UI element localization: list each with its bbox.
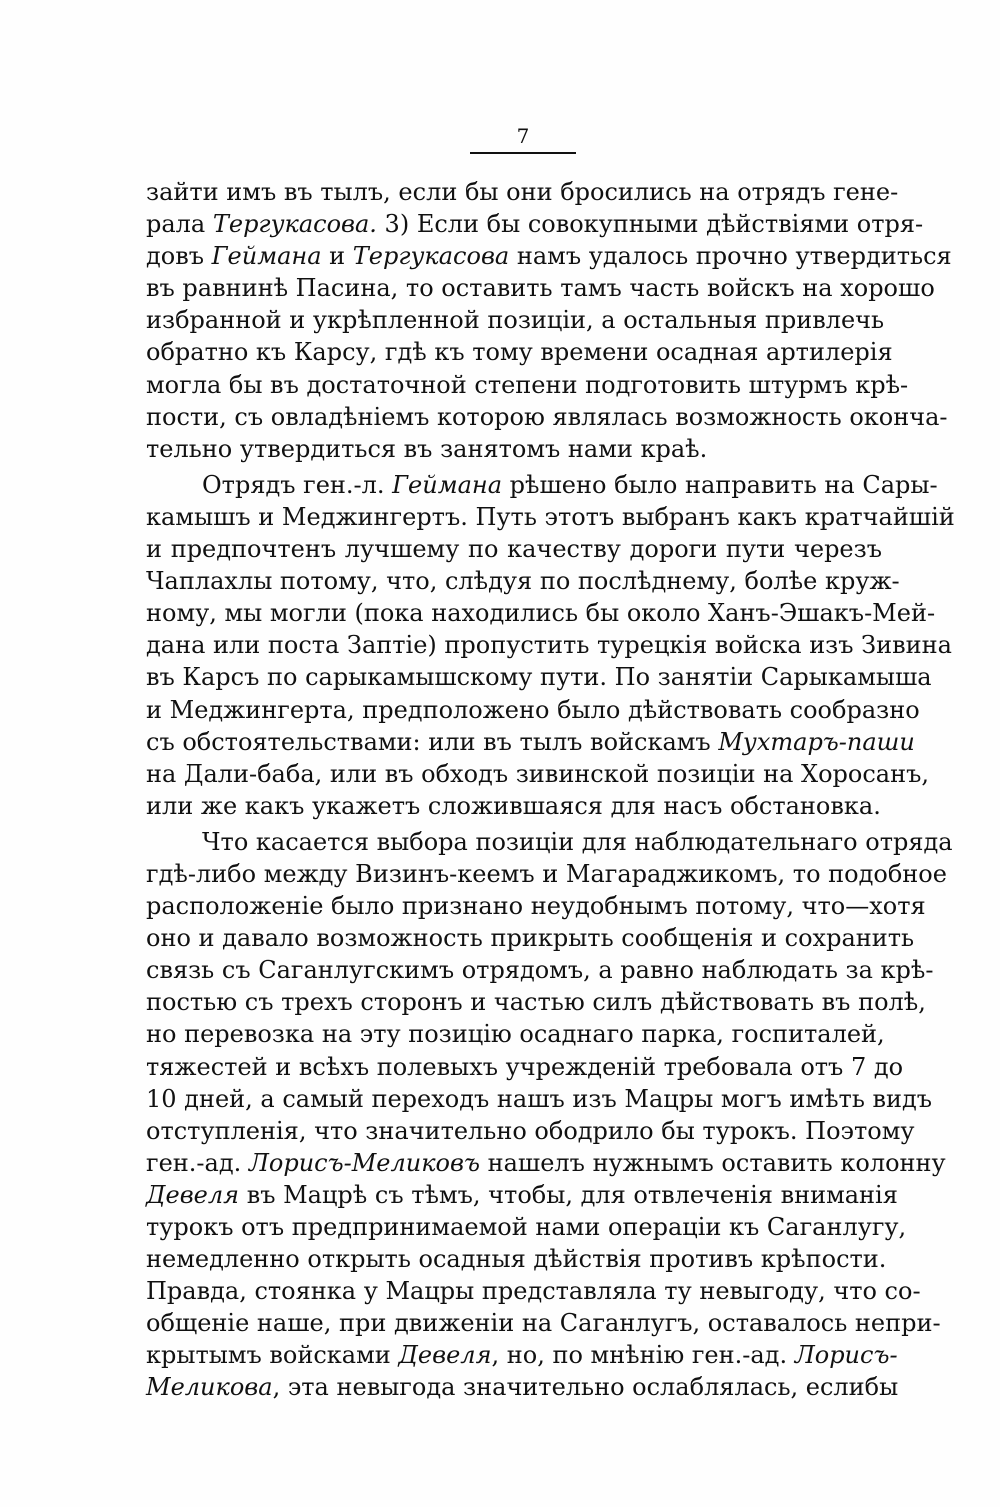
text-line: въ равнинѣ Пасина, то оставить тамъ часть войскъ на хорошо (146, 274, 935, 303)
text-line: гдѣ-либо между Визинъ-кеемъ и Магараджикомъ, то подобное (146, 859, 947, 888)
text-line: дана или поста Заптіе) пропустить турецкія войска изъ Зивина (146, 631, 952, 660)
paragraph-3 (146, 826, 953, 1404)
text-line: довъ Геймана и Тергукасова намъ удалось прочно утвердиться (146, 242, 952, 271)
text-line: обратно къ Карсу, гдѣ къ тому времени осадная артилерія (146, 338, 893, 367)
text-line: въ Карсъ по сарыкамышскому пути. По занятіи Сарыкамыша (146, 663, 932, 692)
italic-name: Лорисъ- (794, 1341, 898, 1370)
text-line: 10 дней, а самый переходъ нашъ изъ Мацры могъ имѣть видъ (146, 1084, 933, 1113)
italic-name: Девеля (146, 1180, 240, 1209)
text-line: съ обстоятельствами: или въ тылъ войскамъ Мухтаръ-паши (146, 727, 915, 756)
paragraph-1 (146, 176, 952, 465)
text-line: расположеніе было признано неудобнымъ потому, что—хотя (146, 892, 926, 921)
text-line: оно и давало возможность прикрыть сообщенія и сохранить (146, 924, 915, 953)
text-line: Чаплахлы потому, что, слѣдуя по послѣднему, болѣе круж- (146, 567, 900, 596)
italic-name: Меликова (146, 1373, 273, 1402)
text-line: общеніе наше, при движеніи на Саганлугъ, оставалось непри- (146, 1309, 941, 1338)
paragraph-2 (146, 469, 955, 822)
text-line: отступленія, что значительно ободрило бы турокъ. Поэтому (146, 1116, 915, 1145)
text-line: Правда, стоянка у Мацры представляла ту невыгоду, что со- (146, 1277, 921, 1306)
text-line: ному, мы могли (пока находились бы около Ханъ-Эшакъ-Мей- (146, 599, 936, 628)
page-number: 7 (516, 124, 530, 148)
text-line: и предпочтенъ лучшему по качеству дороги пути черезъ (146, 535, 882, 564)
header-rule (470, 152, 576, 154)
text-line: Что касается выбора позиціи для наблюдательнаго отряда (202, 827, 953, 856)
text-line: могла бы въ достаточной степени подготовить штурмъ крѣ- (146, 370, 909, 399)
italic-name: Тергукасова (352, 242, 510, 271)
text-line: рала Тергукасова. 3) Если бы совокупными дѣйствіями отря- (146, 210, 924, 239)
italic-name: Лорисъ-Меликовъ (248, 1148, 480, 1177)
italic-name: Мухтаръ-паши (718, 727, 915, 756)
text-line: избранной и укрѣпленной позиціи, а остальныя привлечь (146, 306, 885, 335)
text-line: Отрядъ ген.-л. Геймана рѣшено было направить на Сары- (202, 470, 938, 499)
text-line: камышъ и Меджингертъ. Путь этотъ выбранъ какъ кратчайшій (146, 502, 955, 531)
text-line: ген.-ад. Лорисъ-Меликовъ нашелъ нужнымъ оставить колонну (146, 1148, 946, 1177)
text-line: но перевозка на эту позицію осаднаго парка, госпиталей, (146, 1020, 885, 1049)
text-line: тельно утвердиться въ занятомъ нами краѣ. (146, 434, 708, 463)
italic-name: Геймана (392, 470, 503, 499)
text-line: крытымъ войсками Девеля, но, по мнѣнію ген.-ад. Лорисъ- (146, 1341, 898, 1370)
text-line: зайти имъ въ тылъ, если бы они бросились на отрядъ гене- (146, 178, 899, 206)
text-line: и Меджингерта, предположено было дѣйствовать сообразно (146, 695, 920, 724)
italic-name: Геймана (211, 242, 322, 271)
italic-name: Тергукасова. (212, 210, 377, 239)
text-line: пости, съ овладѣніемъ которою являлась возможность оконча- (146, 402, 948, 431)
text-line: турокъ отъ предпринимаемой нами операціи къ Саганлугу, (146, 1213, 907, 1241)
text-line: на Дали-баба, или въ обходъ зивинской позиціи на Хоросанъ, (146, 759, 930, 788)
text-line: Меликова, эта невыгода значительно ослаблялась, еслибы (146, 1373, 899, 1402)
body-text (146, 176, 955, 1404)
italic-name: Девеля (398, 1341, 492, 1370)
text-line: Девеля въ Мацрѣ съ тѣмъ, чтобы, для отвлеченія вниманія (146, 1180, 898, 1209)
text-line: тяжестей и всѣхъ полевыхъ учрежденій требовала отъ 7 до (146, 1052, 904, 1081)
text-line: связь съ Саганлугскимъ отрядомъ, а равно наблюдать за крѣ- (146, 956, 934, 985)
text-line: или же какъ укажетъ сложившаяся для насъ обстановка. (146, 791, 881, 820)
text-line: немедленно открыть осадныя дѣйствія противъ крѣпости. (146, 1245, 887, 1274)
text-line: постью съ трехъ сторонъ и частью силъ дѣйствовать въ полѣ, (146, 988, 926, 1017)
